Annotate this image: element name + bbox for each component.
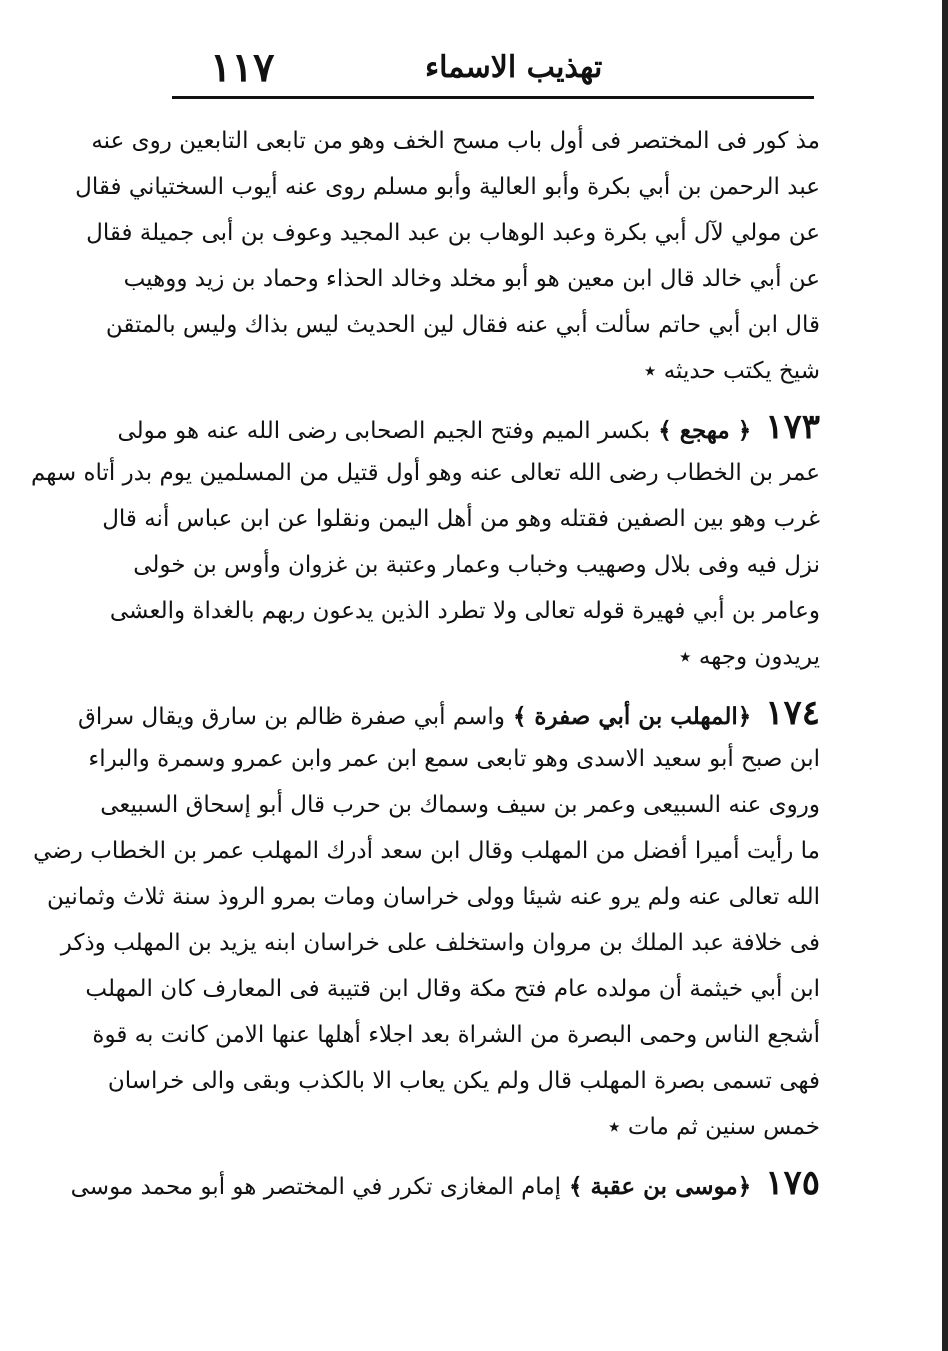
line-text: ابن صبح أبو سعيد الاسدى وهو تابعى سمع ابن عمر وابن عمرو وسمرة والبراء — [88, 746, 820, 772]
text-line — [107, 1058, 820, 1104]
text-line — [85, 966, 820, 1012]
text-line — [75, 164, 820, 210]
text-line — [133, 542, 820, 588]
entry-number: ١٧٣ — [765, 407, 820, 447]
line-text: بكسر الميم وفتح الجيم الصحابى رضى الله عنه هو مولى — [117, 418, 651, 444]
line-text: عمر بن الخطاب رضى الله تعالى عنه وهو أول قتيل من المسلمين يوم بدر أتاه سهم — [30, 460, 820, 486]
page-number: ١١٧ — [210, 44, 275, 91]
line-text: مذ كور فى المختصر فى أول باب مسح الخف وهو من تابعى التابعين روى عنه — [91, 128, 820, 154]
line-text: عن أبي خالد قال ابن معين هو أبو مخلد وخالد الحذاء وحماد بن زيد ووهيب — [123, 266, 820, 292]
text-line — [88, 736, 820, 782]
scan-edge — [942, 0, 948, 1351]
entry-paragraph — [70, 1160, 820, 1206]
entry-name: ﴿موسى بن عقبة ﴾ — [561, 1173, 752, 1200]
entry-number: ١٧٤ — [765, 693, 820, 733]
text-line — [105, 302, 820, 348]
entry-paragraph — [30, 404, 820, 680]
body-text — [30, 118, 820, 1216]
text-line — [165, 1104, 820, 1150]
line-text: فى خلافة عبد الملك بن مروان واستخلف على خراسان ابنه يزيد بن المهلب وذكر — [60, 930, 820, 956]
line-text: وروى عنه السبيعى وعمر بن سيف وسماك بن حرب قال أبو إسحاق السبيعى — [100, 792, 820, 818]
page-header — [170, 42, 810, 94]
text-line — [60, 920, 820, 966]
line-text: واسم أبي صفرة ظالم بن سارق ويقال سراق — [77, 704, 505, 730]
text-line — [109, 588, 820, 634]
entry-number: ١٧٥ — [765, 1163, 820, 1203]
text-line — [30, 450, 820, 496]
entry-name: ﴿ مهجع ﴾ — [650, 417, 752, 444]
text-line — [92, 1012, 820, 1058]
line-text: قال ابن أبي حاتم سألت أبي عنه فقال لين الحديث ليس بذاك وليس بالمتقن — [105, 312, 820, 338]
paragraph — [75, 118, 820, 394]
entry-name: ﴿المهلب بن أبي صفرة ﴾ — [504, 703, 752, 730]
text-line — [165, 634, 820, 680]
text-line — [91, 118, 820, 164]
line-text: شيخ يكتب حديثه ٭ — [643, 358, 820, 384]
text-line — [102, 496, 820, 542]
line-text: نزل فيه وفى بلال وصهيب وخباب وعمار وعتبة بن غزوان وأوس بن خولى — [133, 552, 820, 578]
text-line — [165, 348, 820, 394]
text-line — [86, 210, 820, 256]
text-line — [70, 1160, 820, 1206]
line-text: فهى تسمى بصرة المهلب قال ولم يكن يعاب الا بالكذب وبقى والى خراسان — [107, 1068, 820, 1094]
line-text: الله تعالى عنه ولم يرو عنه شيئا وولى خراسان ومات بمرو الروذ سنة ثلاث وثمانين — [46, 884, 820, 910]
line-text: ما رأيت أميرا أفضل من المهلب وقال ابن سعد أدرك المهلب عمر بن الخطاب رضي — [33, 838, 820, 864]
line-text: غرب وهو بين الصفين فقتله وهو من أهل اليمن ونقلوا عن ابن عباس أنه قال — [102, 506, 820, 532]
line-text: يريدون وجهه ٭ — [679, 644, 820, 670]
text-line — [100, 782, 820, 828]
text-line — [123, 256, 820, 302]
header-rule — [172, 96, 814, 99]
line-text: عن مولي لآل أبي بكرة وعبد الوهاب بن عبد المجيد وعوف بن أبى جميلة فقال — [86, 220, 820, 246]
running-title: تهذيب الاسماء — [425, 50, 603, 85]
line-text: ابن أبي خيثمة أن مولده عام فتح مكة وقال ابن قتيبة فى المعارف كان المهلب — [85, 976, 820, 1002]
entry-paragraph — [33, 690, 820, 1150]
text-line — [33, 828, 820, 874]
line-text: وعامر بن أبي فهيرة قوله تعالى ولا تطرد الذين يدعون ربهم بالغداة والعشى — [109, 598, 820, 624]
line-text: عبد الرحمن بن أبي بكرة وأبو العالية وأبو مسلم روى عنه أيوب السختياني فقال — [75, 174, 820, 200]
line-text: خمس سنين ثم مات ٭ — [608, 1114, 820, 1140]
text-line — [46, 874, 820, 920]
line-text: أشجع الناس وحمى البصرة من الشراة بعد اجلاء أهلها عنها الامن كانت به قوة — [92, 1022, 820, 1048]
text-line — [117, 404, 820, 450]
text-line — [77, 690, 820, 736]
line-text: إمام المغازى تكرر في المختصر هو أبو محمد موسى — [70, 1174, 562, 1200]
